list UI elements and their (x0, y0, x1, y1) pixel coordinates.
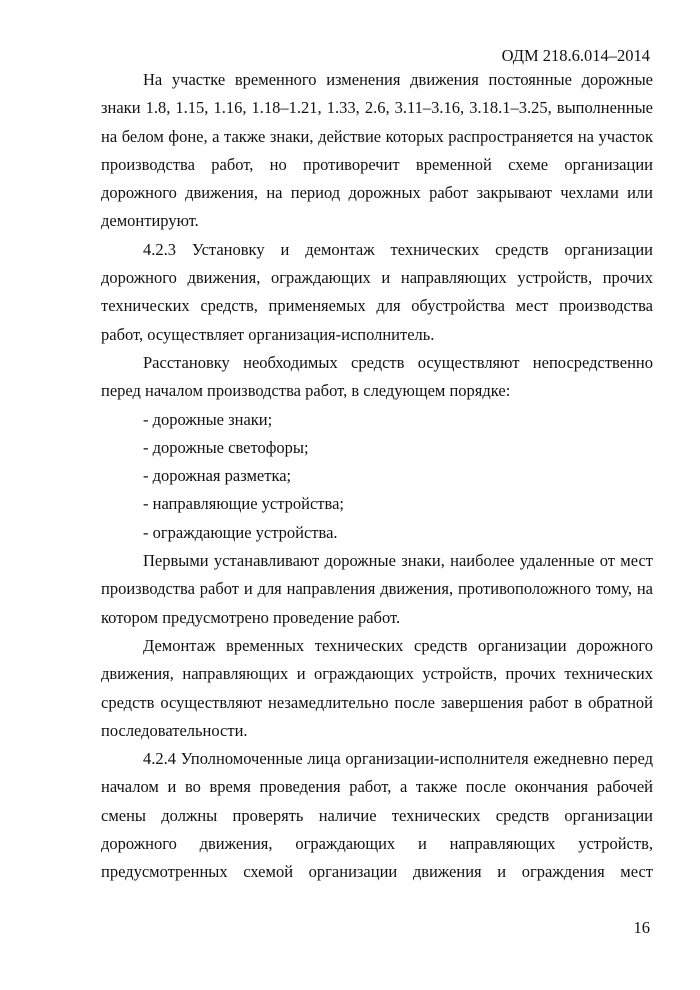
paragraph-first-installed: Первыми устанавливают дорожные знаки, наиболее удаленные от мест производства работ и для направления движения, противоположного тому, на котором предусмотрено проведение работ. (101, 551, 653, 627)
list-item: - направляющие устройства; (143, 494, 344, 514)
list-item: - ограждающие устройства. (143, 522, 338, 542)
document-body (101, 66, 653, 887)
paragraph-4-2-4: 4.2.4 Уполномоченные лица организации-исполнителя ежедневно перед началом и во время проведения работ, а также после окончания рабочей смены должны проверять наличие технических средств организации дорожного движения, ограждающих и направляющих устройств, предусмотренных схемой организации движения и ограждения мест (101, 749, 653, 882)
placement-order-list (101, 406, 653, 547)
page-number: 16 (633, 918, 650, 937)
paragraph-placement-order: Расстановку необходимых средств осуществляют непосредственно перед началом производства работ, в следующем порядке: (101, 352, 653, 401)
paragraph-temporary-signs: На участке временного изменения движения постоянные дорожные знаки 1.8, 1.15, 1.16, 1.18–1.21, 1.33, 2.6, 3.11–3.16, 3.18.1–3.25, выполненные на белом фоне, а также знаки, действие которых распространяется на участок производства работ, но противоречит временной схеме организации дорожного движения, на период дорожных работ закрывают чехлами или демонтируют. (101, 70, 653, 231)
list-item: - дорожные светофоры; (143, 437, 309, 457)
list-item: - дорожная разметка; (143, 466, 292, 486)
paragraph-4-2-3: 4.2.3 Установку и демонтаж технических средств организации дорожного движения, ограждающих и направляющих устройств, прочих технических средств, применяемых для обустройства мест производства работ, осуществляет организация-исполнитель. (101, 239, 653, 344)
list-item: - дорожные знаки; (143, 409, 273, 429)
document-code-header: ОДМ 218.6.014–2014 (501, 46, 650, 65)
paragraph-dismantling: Демонтаж временных технических средств организации дорожного движения, направляющих и ограждающих устройств, прочих технических средств осуществляют незамедлительно после завершения работ в обратной последовательности. (101, 635, 653, 740)
